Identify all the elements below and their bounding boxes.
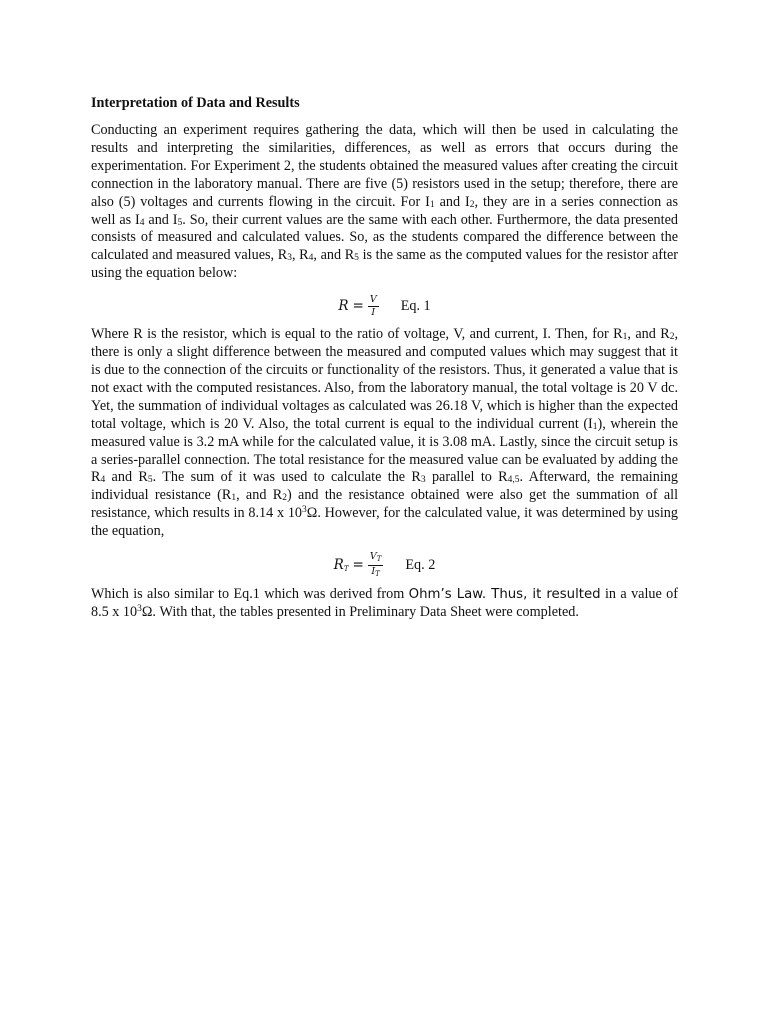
text-run: ) and the resistance obtained were also get the summation of all resistance, which results in 8.14 x 10 bbox=[91, 487, 679, 522]
paragraph-2 bbox=[91, 326, 678, 541]
equation-2-numerator-subscript: T bbox=[376, 554, 382, 563]
text-run: parallel to R bbox=[425, 469, 508, 486]
equation-2 bbox=[91, 546, 678, 584]
equation-2-numerator-symbol: V bbox=[369, 550, 377, 562]
equation-2-fraction bbox=[368, 552, 384, 579]
subscript: 4 bbox=[139, 217, 145, 228]
text-run: . The sum of it was used to calculate the R bbox=[152, 469, 421, 486]
equation-1-lhs: R bbox=[338, 298, 349, 315]
equation-1-numerator: V bbox=[369, 293, 377, 305]
text-run: , and R bbox=[627, 326, 670, 343]
subscript: 5 bbox=[147, 475, 153, 486]
equation-2-equals: = bbox=[352, 557, 364, 574]
subscript: 2 bbox=[469, 199, 475, 210]
equation-2-numerator bbox=[368, 552, 384, 566]
text-run: and R bbox=[105, 469, 148, 486]
paragraph-3 bbox=[91, 586, 678, 622]
equation-2-label: Eq. 2 bbox=[405, 556, 436, 573]
section-heading: Interpretation of Data and Results bbox=[91, 95, 300, 111]
superscript: 3 bbox=[137, 603, 142, 614]
text-run: , and R bbox=[313, 247, 355, 264]
text-run: Ω. However, for the calculated value, it was determined by using the equation, bbox=[91, 505, 678, 540]
subscript: 1 bbox=[231, 493, 237, 504]
subscript: 3 bbox=[420, 475, 426, 486]
equation-2-denominator-symbol: I bbox=[371, 565, 376, 577]
text-run: , they are in a series connection as well as I bbox=[91, 193, 678, 228]
subscript: 1 bbox=[622, 332, 628, 343]
text-run: , R bbox=[291, 247, 309, 264]
text-run: , and R bbox=[236, 487, 283, 504]
subscript: 3 bbox=[287, 253, 292, 264]
equation-2-lhs-subscript: T bbox=[343, 565, 349, 574]
text-run: in a value of 8.5 x 10 bbox=[91, 586, 679, 620]
subscript: 2 bbox=[669, 332, 675, 343]
equation-1-label: Eq. 1 bbox=[400, 297, 431, 314]
text-run: and I bbox=[144, 211, 178, 228]
equation-1-denominator: I bbox=[371, 306, 376, 318]
equation-2-lhs-symbol: R bbox=[333, 557, 344, 574]
subscript: 5 bbox=[177, 217, 183, 228]
text-run: Conducting an experiment requires gathering the data, which will then be used in calculating the results and interpreting the similarities, differences, as well as errors that occurs during the experimentation. For Experiment 2, the students obtained the measured values after creating the circuit connection in the laboratory manual. There are five (5) resistors used in the setup; therefore, there are also (5) voltages and currents flowing in the circuit. For I bbox=[91, 122, 678, 210]
text-run: . So, their current values are the same with each other. Furthermore, the data presented consists of measured and calculated values. So, as the students compared the difference between the calculated and measured values, R bbox=[91, 211, 678, 264]
equation-2-denominator-subscript: T bbox=[375, 569, 380, 578]
text-run: and I bbox=[434, 193, 470, 210]
subscript: 4 bbox=[100, 475, 106, 486]
text-run: Which is also similar to Eq.1 which was derived from bbox=[91, 586, 409, 603]
text-run: Ω. With that, the tables presented in Preliminary Data Sheet were completed. bbox=[141, 603, 579, 620]
equation-2-lhs bbox=[334, 557, 349, 573]
text-run: Where R is the resistor, which is equal to the ratio of voltage, V, and current, I. Then, for R bbox=[91, 326, 623, 343]
text-run: is the same as the computed values for the resistor after using the equation below: bbox=[91, 247, 678, 282]
equation-1-equals: = bbox=[352, 298, 364, 315]
document-page bbox=[91, 94, 678, 622]
text-run-sans: Ohm’s Law. Thus, it resulted bbox=[408, 587, 601, 603]
subscript: 5 bbox=[354, 253, 359, 264]
subscript: 2 bbox=[282, 493, 287, 504]
equation-2-denominator bbox=[369, 566, 381, 579]
subscript: 1 bbox=[429, 199, 435, 210]
equation-1-fraction bbox=[368, 295, 379, 318]
equation-1 bbox=[91, 286, 678, 326]
subscript: 1 bbox=[592, 421, 598, 432]
subscript: 4 bbox=[308, 253, 314, 264]
text-run: ), wherein the measured value is 3.2 mA while for the calculated value, it is 3.08 mA. Lastly, since the circuit setup is a series-parallel connection. The total resistance for the measured value can be evaluated by adding the R bbox=[91, 415, 678, 486]
text-run: , there is only a slight difference between the measured and computed values which may suggest that it is due to the connection of the circuits or functionality of the resistors. Thus, it generated a value that is not exact with the computed resistances. Also, from the laboratory manual, the total voltage is 20 V dc. Yet, the summation of individual voltages as calculated was 26.18 V, which is higher than the expected total voltage, which is 20 V. Also, the total current is equal to the individual current (I bbox=[91, 326, 678, 432]
text-run: . Afterward, the remaining individual resistance (R bbox=[91, 469, 678, 504]
subscript: 4,5 bbox=[507, 475, 520, 486]
superscript: 3 bbox=[302, 505, 307, 516]
paragraph-1 bbox=[91, 122, 678, 283]
